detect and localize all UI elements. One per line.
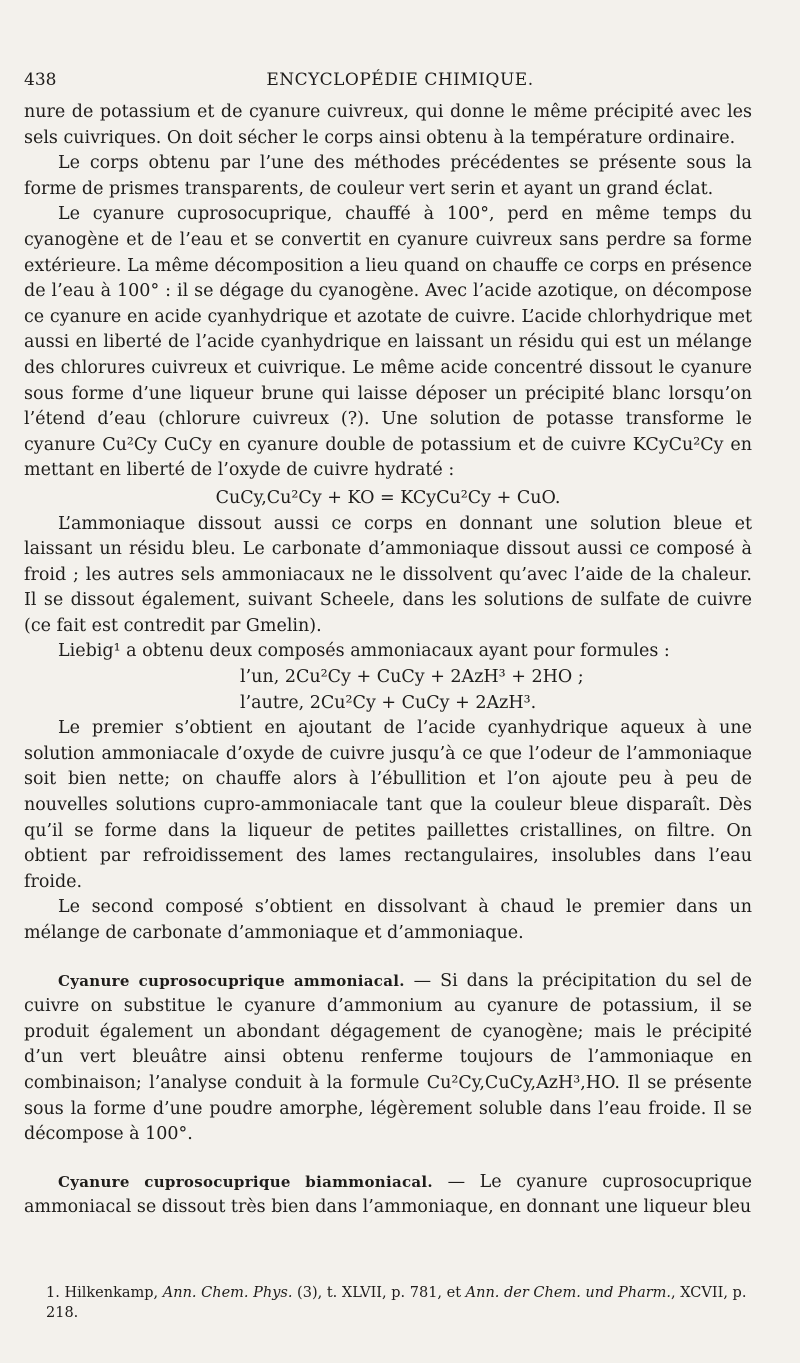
footnote-journal-1: Ann. Chem. Phys.: [162, 1285, 293, 1301]
footnote-lead: 1. Hilkenkamp,: [46, 1285, 163, 1301]
section-ammoniacal-text: — Si dans la précipitation du sel de cuivre on substitue le cyanure d’ammonium au cyanure de potassium, il se produit également un abondant dégagement de cyanogène; mais le précipité d’un vert bleuâtre ainsi obtenu renferme toujours de l’ammoniaque en combinaison; l’analyse conduit à la formule Cu²Cy,CuCy,AzH³,HO. Il se présente sous la forme d’une poudre amorphe, légèrement soluble dans l’eau froide. Il se décompose à 100°.: [24, 970, 753, 1145]
section-ammoniacal: [24, 969, 752, 1148]
paragraph-5: Liebig¹ a obtenu deux composés ammoniacaux ayant pour formules :: [58, 641, 670, 662]
paragraph-1: nure de potassium et de cyanure cuivreux, qui donne le même précipité avec les sels cuivriques. On doit sécher le corps ainsi obtenu à la température ordinaire.: [24, 102, 752, 148]
footnote-mid: (3), t. XLVII, p. 781, et: [292, 1285, 466, 1301]
formula-second-compound: l’autre, 2Cu²Cy + CuCy + 2AzH³.: [240, 692, 537, 713]
paragraph-7: Le second composé s’obtient en dissolvant à chaud le premier dans un mélange de carbonate d’ammoniaque et d’ammoniaque.: [24, 897, 752, 943]
main-text: [24, 100, 752, 1221]
section-biammoniacal-text: — Le cyanure cuprosocuprique ammoniacal se dissout très bien dans l’ammoniaque, en donnant une liqueur bleu: [24, 1171, 752, 1218]
paragraph-6: Le premier s’obtient en ajoutant de l’acide cyanhydrique aqueux à une solution ammoniacale d’oxyde de cuivre jusqu’à ce que l’odeur de l’ammoniaque soit bien nette; on chauffe alors à l’ébullition et l’on ajoute peu à peu de nouvelles solutions cupro-ammoniacale tant que la couleur bleue disparaît. Dès qu’il se forme dans la liqueur de petites paillettes cristallines, on filtre. On obtient par refroidissement des lames rectangulaires, insolubles dans l’eau froide.: [24, 718, 752, 892]
section-ammoniacal-title: Cyanure cuprosocuprique ammoniacal.: [58, 971, 405, 990]
footnotes: [24, 1283, 764, 1323]
section-biammoniacal: [24, 1170, 752, 1221]
footnote-1: [24, 1283, 764, 1323]
formula-block: [24, 665, 752, 716]
formula-first-compound: l’un, 2Cu²Cy + CuCy + 2AzH³ + 2HO ;: [240, 667, 584, 688]
equation-potash: CuCy,Cu²Cy + KO = KCyCu²Cy + CuO.: [215, 487, 561, 508]
running-title: ENCYCLOPÉDIE CHIMIQUE.: [266, 70, 534, 90]
paragraph-4: L’ammoniaque dissout aussi ce corps en donnant une solution bleue et laissant un résidu bleu. Le carbonate d’ammoniaque dissout aussi ce composé à froid ; les autres sels ammoniacaux ne le dissolvent qu’avec l’aide de la chaleur. Il se dissout également, suivant Scheele, dans les solutions de sulfate de cuivre (ce fait est contredit par Gmelin).: [24, 513, 752, 636]
page-number: 438: [24, 70, 57, 90]
page-header: [24, 70, 776, 96]
footnote-tail: , XCVII, p. 218.: [46, 1285, 747, 1321]
footnote-journal-2: Ann. der Chem. und Pharm.: [465, 1285, 672, 1301]
section-biammoniacal-title: Cyanure cuprosocuprique biammoniacal.: [58, 1172, 433, 1191]
paragraph-2: Le corps obtenu par l’une des méthodes précédentes se présente sous la forme de prismes transparents, de couleur vert serin et ayant un grand éclat.: [24, 153, 752, 199]
paragraph-3: Le cyanure cuprosocuprique, chauffé à 100°, perd en même temps du cyanogène et de l’eau et se convertit en cyanure cuivreux sans perdre sa forme extérieure. La même décomposition a lieu quand on chauffe ce corps en présence de l’eau à 100° : il se dégage du cyanogène. Avec l’acide azotique, on décompose ce cyanure en acide cyanhydrique et azotate de cuivre. L’acide chlorhydrique met aussi en liberté de l’acide cyanhydrique en laissant un résidu qui est un mélange des chlorures cuivreux et cuivrique. Le même acide concentré dissout le cyanure sous forme d’une liqueur brune qui laisse déposer un précipité blanc lorsqu’on l’étend d’eau (chlorure cuivreux (?). Une solution de potasse transforme le cyanure Cu²Cy CuCy en cyanure double de potassium et de cuivre KCyCu²Cy en mettant en liberté de l’oxyde de cuivre hydraté :: [24, 204, 752, 481]
